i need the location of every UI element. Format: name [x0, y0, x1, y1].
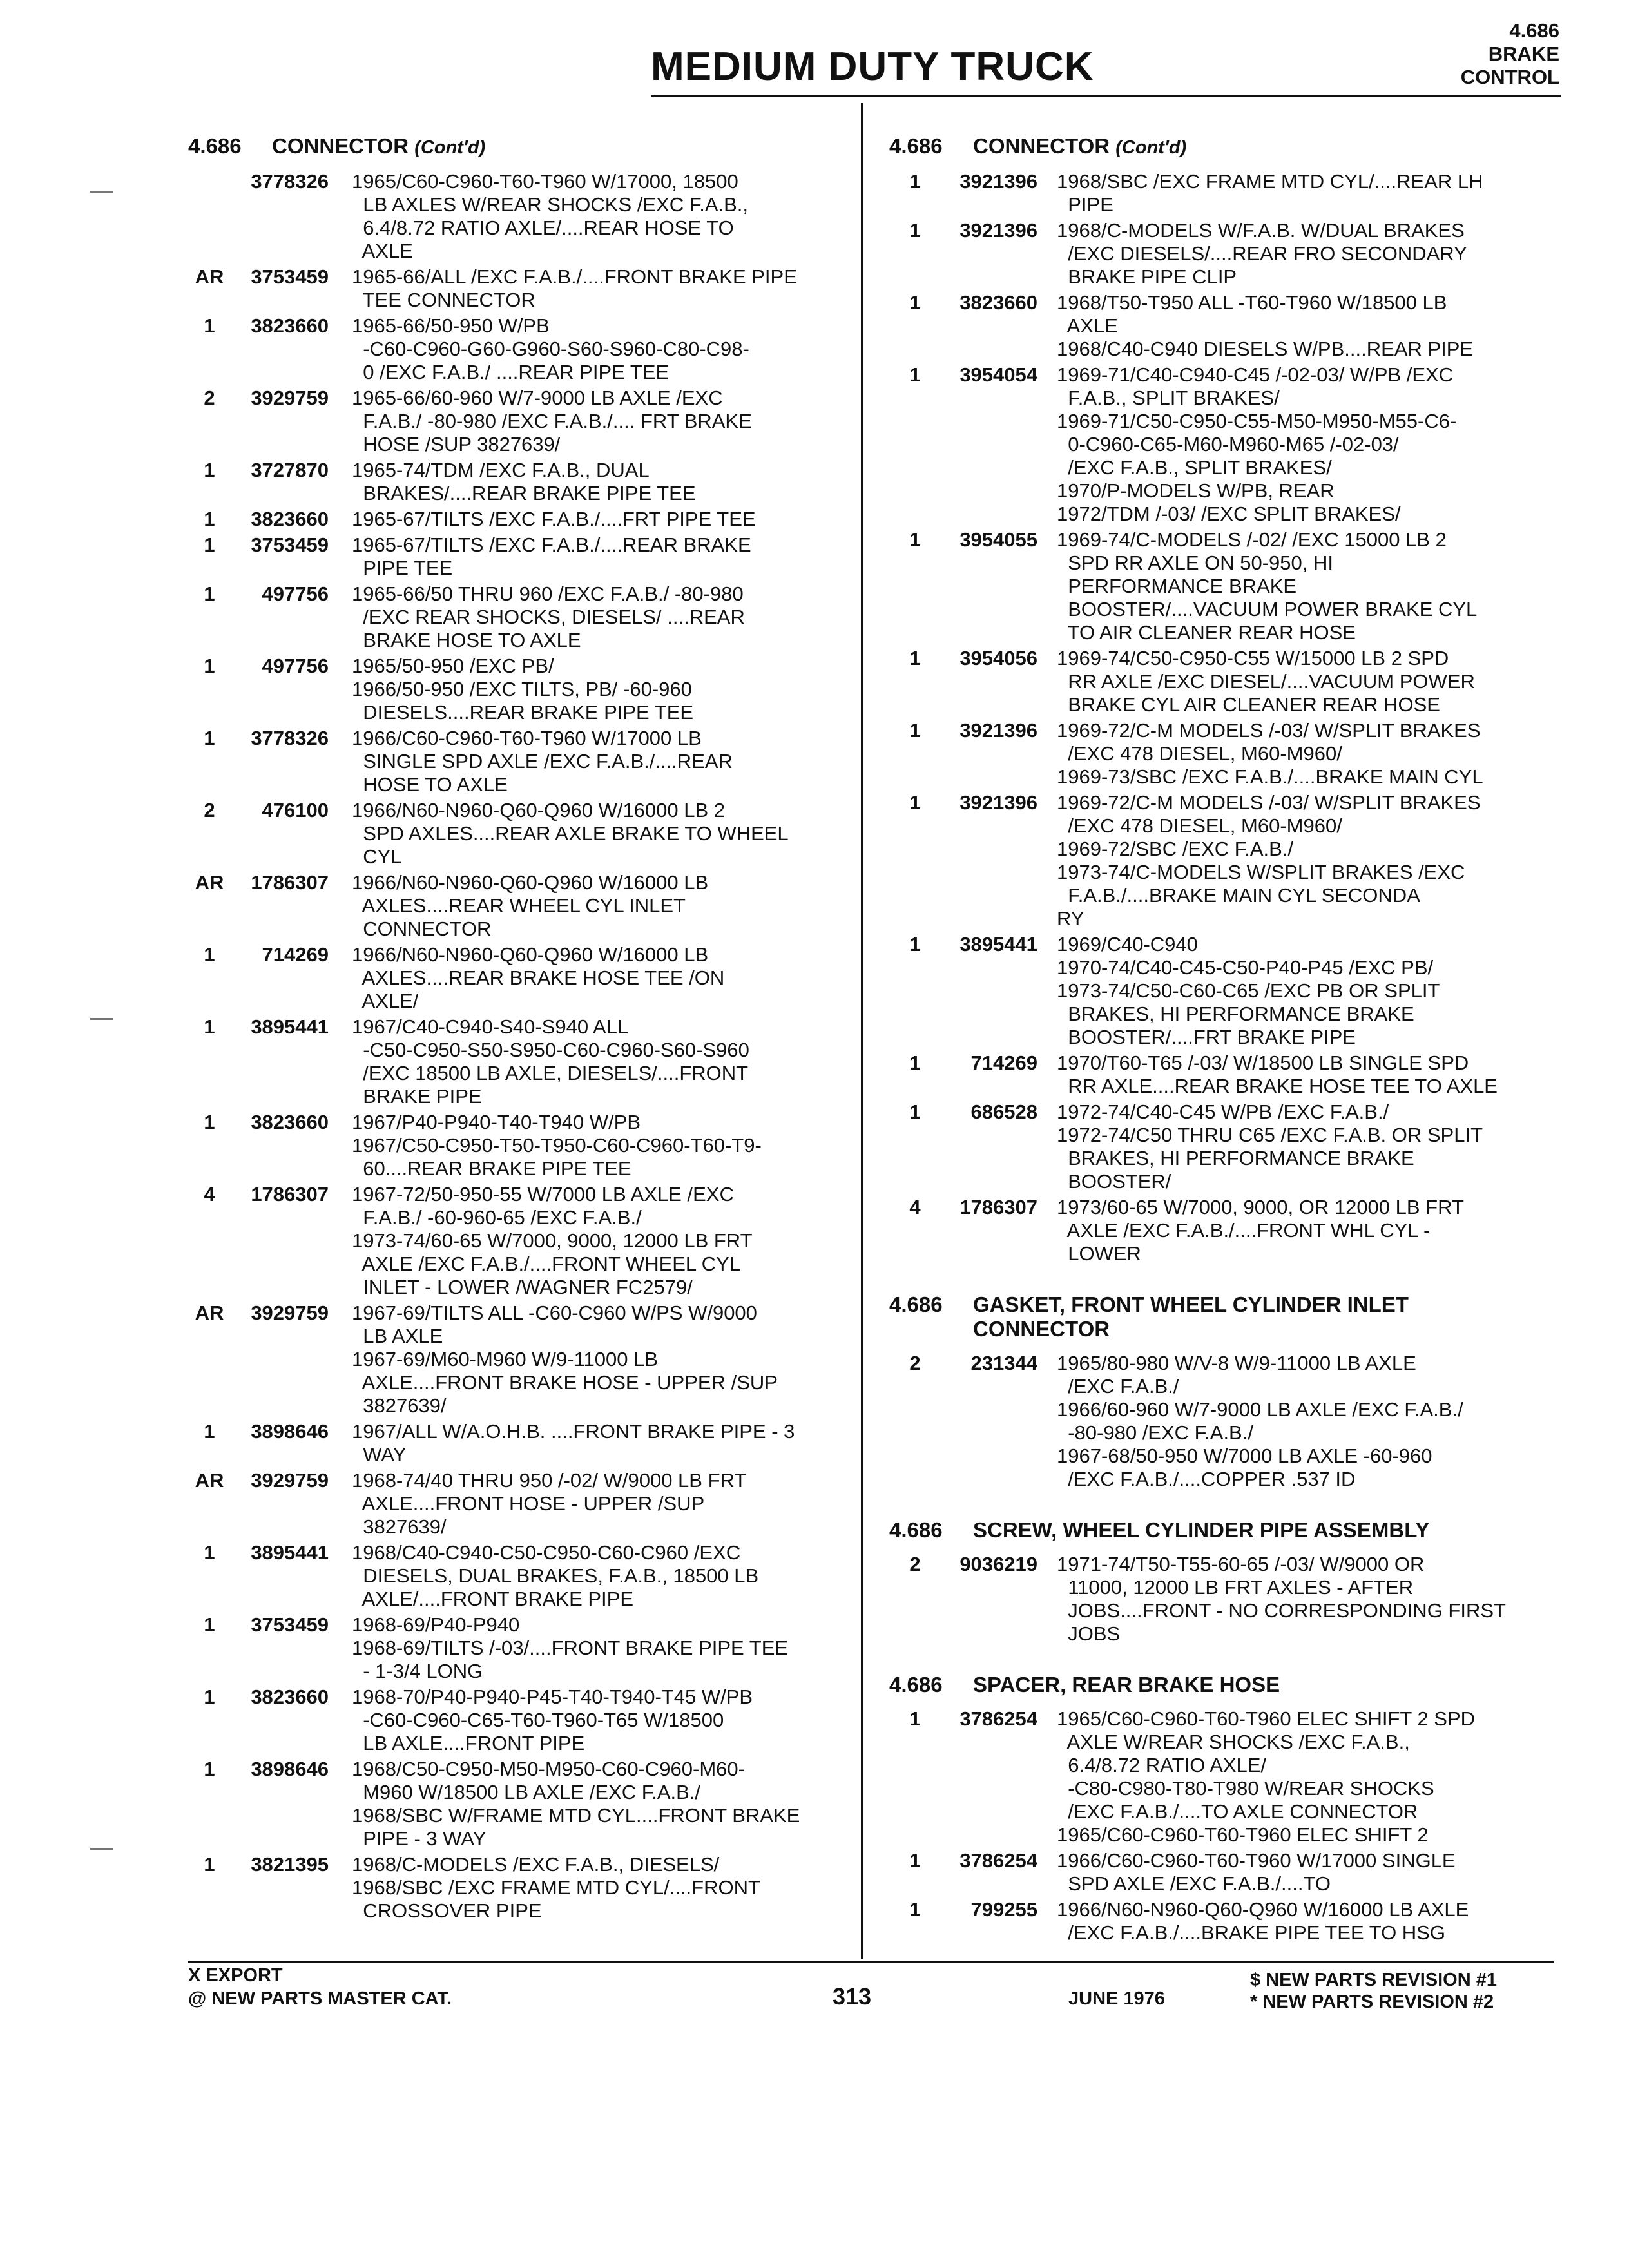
section-title-text: CONNECTOR: [973, 134, 1110, 158]
parts-entry: [188, 582, 852, 652]
section-heading: [889, 1293, 1572, 1341]
part-number: 3921396: [959, 719, 1037, 742]
margin-mark: [90, 1848, 113, 1850]
application-description: 1967/ALL W/A.O.H.B. ....FRONT BRAKE PIPE - 3 WAY: [352, 1420, 795, 1466]
part-number: 3753459: [251, 1613, 329, 1636]
application-description: 1965-66/50-950 W/PB -C60-C960-G60-G960-S60-S960-C80-C98- 0 /EXC F.A.B./ ....REAR PIPE TEE: [352, 314, 749, 383]
quantity: 1: [204, 459, 215, 481]
footer-legend-left: [188, 1964, 452, 2010]
quantity: 1: [909, 719, 921, 742]
application-description: 1968/C-MODELS W/F.A.B. W/DUAL BRAKES /EXC DIESELS/....REAR FRO SECONDARY BRAKE PIPE CLIP: [1057, 219, 1467, 288]
application-description: 1969-74/C-MODELS /-02/ /EXC 15000 LB 2 SPD RR AXLE ON 50-950, HI PERFORMANCE BRAKE BOOSTER/....VACUUM POWER BRAKE CYL TO AIR CLEANER REAR HOSE: [1057, 528, 1478, 644]
part-number: 3954055: [959, 528, 1037, 551]
part-number: 3929759: [251, 1469, 329, 1492]
parts-entry: [889, 219, 1572, 289]
part-number: 1786307: [251, 1183, 329, 1206]
quantity: 1: [204, 508, 215, 530]
section-heading: [889, 1673, 1572, 1697]
parts-entry: [188, 1183, 852, 1299]
quantity: 1: [204, 943, 215, 966]
quantity: [188, 170, 231, 263]
parts-entry: [889, 1352, 1572, 1491]
application-description: 1968-70/P40-P940-P45-T40-T940-T45 W/PB -C60-C960-C65-T60-T960-T65 W/18500 LB AXLE....FRONT PIPE: [352, 1686, 753, 1754]
quantity: 1: [204, 1111, 215, 1133]
part-number: 3823660: [251, 1111, 329, 1133]
page-title: MEDIUM DUTY TRUCK: [651, 44, 1094, 89]
quantity: 1: [909, 647, 921, 669]
application-description: 1965/80-980 W/V-8 W/9-11000 LB AXLE /EXC F.A.B./ 1966/60-960 W/7-9000 LB AXLE /EXC F.A.B./ -80-980 /EXC F.A.B./ 1967-68/50-950 W/7000 LB AXLE -60-960 /EXC F.A.B./....COPPER .537 ID: [1057, 1352, 1463, 1490]
application-description: 1968/C40-C940-C50-C950-C60-C960 /EXC DIESELS, DUAL BRAKES, F.A.B., 18500 LB AXLE/....FRONT BRAKE PIPE: [352, 1541, 759, 1610]
part-number: 1786307: [251, 871, 329, 894]
part-number: 3929759: [251, 1302, 329, 1324]
page-number: 313: [833, 1983, 872, 2010]
application-description: 1966/C60-C960-T60-T960 W/17000 LB SINGLE SPD AXLE /EXC F.A.B./....REAR HOSE TO AXLE: [352, 727, 733, 796]
section-title: [272, 134, 852, 160]
quantity: 1: [204, 1541, 215, 1564]
application-description: 1966/N60-N960-Q60-Q960 W/16000 LB AXLE /EXC F.A.B./....BRAKE PIPE TEE TO HSG: [1057, 1898, 1469, 1944]
quantity: 1: [909, 1707, 921, 1730]
left-entry-list: [188, 170, 852, 1923]
quantity: 1: [909, 1898, 921, 1921]
parts-entry: [188, 170, 852, 263]
part-number: 3753459: [251, 265, 329, 288]
application-description: 1966/N60-N960-Q60-Q960 W/16000 LB 2 SPD AXLES....REAR AXLE BRAKE TO WHEEL CYL: [352, 799, 789, 868]
parts-entry: [188, 1469, 852, 1539]
parts-entry: [188, 265, 852, 312]
application-description: 1968-69/P40-P940 1968-69/TILTS /-03/....FRONT BRAKE PIPE TEE - 1-3/4 LONG: [352, 1613, 789, 1682]
application-description: 1972-74/C40-C45 W/PB /EXC F.A.B./ 1972-74/C50 THRU C65 /EXC F.A.B. OR SPLIT BRAKES, HI PERFORMANCE BRAKE BOOSTER/: [1057, 1100, 1483, 1193]
part-number: 3954054: [959, 363, 1037, 386]
application-description: 1965-66/60-960 W/7-9000 LB AXLE /EXC F.A.B./ -80-980 /EXC F.A.B./.... FRT BRAKE HOSE /SUP 3827639/: [352, 387, 752, 456]
parts-entry: [188, 533, 852, 580]
application-description: 1969-71/C40-C940-C45 /-02-03/ W/PB /EXC F.A.B., SPLIT BRAKES/ 1969-71/C50-C950-C55-M50-M950-M55-C6- 0-C960-C65-M60-M960-M65 /-02-03/ /EXC F.A.B., SPLIT BRAKES/ 1970/P-MODELS W/PB, REAR 1972/TDM /-03/ /EXC SPLIT BRAKES/: [1057, 363, 1457, 525]
part-number: 3823660: [251, 508, 329, 530]
quantity: AR: [195, 265, 224, 288]
quantity: 2: [204, 387, 215, 409]
quantity: 1: [204, 533, 215, 556]
application-description: 1969/C40-C940 1970-74/C40-C45-C50-P40-P45 /EXC PB/ 1973-74/C50-C60-C65 /EXC PB OR SPLIT BRAKES, HI PERFORMANCE BRAKE BOOSTER/....FRT BRAKE PIPE: [1057, 933, 1440, 1048]
quantity: 4: [204, 1183, 215, 1206]
section-corner-label: [1461, 19, 1559, 89]
quantity: 1: [909, 933, 921, 956]
quantity: AR: [195, 1302, 224, 1324]
application-description: 1968/T50-T950 ALL -T60-T960 W/18500 LB AXLE 1968/C40-C940 DIESELS W/PB....REAR PIPE: [1057, 291, 1474, 360]
continued-label: (Cont'd): [414, 137, 486, 158]
quantity: AR: [195, 1469, 224, 1492]
parts-entry: [188, 508, 852, 531]
section-title: [973, 134, 1572, 160]
column-divider: [861, 103, 863, 1959]
parts-entry: [889, 291, 1572, 361]
section-number: 4.686: [889, 1518, 943, 1542]
part-number: 3786254: [959, 1707, 1037, 1730]
part-number: 3898646: [251, 1758, 329, 1780]
quantity: 4: [909, 1196, 921, 1218]
part-number: 3921396: [959, 791, 1037, 814]
parts-entry: [889, 933, 1572, 1049]
quantity: 1: [909, 291, 921, 314]
section-title: SPACER, REAR BRAKE HOSE: [973, 1673, 1280, 1696]
application-description: 1965/50-950 /EXC PB/ 1966/50-950 /EXC TILTS, PB/ -60-960 DIESELS....REAR BRAKE PIPE TEE: [352, 655, 694, 724]
part-number: 3921396: [959, 219, 1037, 242]
application-description: 1970/T60-T65 /-03/ W/18500 LB SINGLE SPD RR AXLE....REAR BRAKE HOSE TEE TO AXLE: [1057, 1052, 1498, 1097]
parts-entry: [889, 1052, 1572, 1098]
application-description: 1965-67/TILTS /EXC F.A.B./....REAR BRAKE PIPE TEE: [352, 533, 751, 579]
application-description: 1968/C50-C950-M50-M950-C60-C960-M60- M960 W/18500 LB AXLE /EXC F.A.B./ 1968/SBC W/FRAME MTD CYL....FRONT BRAKE PIPE - 3 WAY: [352, 1758, 800, 1850]
parts-entry: [889, 1898, 1572, 1945]
parts-entry: [188, 871, 852, 941]
parts-entry: [188, 799, 852, 869]
quantity: 2: [909, 1352, 921, 1374]
application-description: 1967-72/50-950-55 W/7000 LB AXLE /EXC F.A.B./ -60-960-65 /EXC F.A.B./ 1973-74/60-65 W/7000, 9000, 12000 LB FRT AXLE /EXC F.A.B./....FRONT WHEEL CYL INLET - LOWER /WAGNER FC2579/: [352, 1183, 753, 1298]
quantity: 2: [204, 799, 215, 822]
application-description: 1968/SBC /EXC FRAME MTD CYL/....REAR LH PIPE: [1057, 170, 1483, 216]
parts-entry: [188, 1302, 852, 1418]
quantity: 2: [909, 1553, 921, 1575]
part-number: 9036219: [959, 1553, 1037, 1575]
application-description: 1965-66/50 THRU 960 /EXC F.A.B./ -80-980 /EXC REAR SHOCKS, DIESELS/ ....REAR BRAKE HOSE TO AXLE: [352, 582, 745, 651]
section-title-text: CONNECTOR: [272, 134, 409, 158]
application-description: 1967/C40-C940-S40-S940 ALL -C50-C950-S50-S950-C60-C960-S60-S960 /EXC 18500 LB AXLE, DIESELS/....FRONT BRAKE PIPE: [352, 1015, 749, 1108]
publication-date: JUNE 1976: [1068, 1988, 1165, 2009]
quantity: 1: [909, 791, 921, 814]
margin-mark: [90, 1018, 113, 1020]
master-catalog-legend: @ NEW PARTS MASTER CAT.: [188, 1988, 452, 2009]
quantity: 1: [909, 363, 921, 386]
part-number: 497756: [262, 655, 329, 677]
parts-entry: [188, 387, 852, 456]
continued-label: (Cont'd): [1115, 137, 1187, 158]
section-title: GASKET, FRONT WHEEL CYLINDER INLET CONNECTOR: [973, 1293, 1409, 1341]
parts-entry: [889, 1707, 1572, 1847]
quantity: 1: [909, 170, 921, 193]
part-number: 3954056: [959, 647, 1037, 669]
section-heading: [889, 1518, 1572, 1542]
part-number: 3823660: [959, 291, 1037, 314]
quantity: 1: [909, 1100, 921, 1123]
section-entry-list: [889, 1707, 1572, 1945]
part-number: 497756: [262, 582, 329, 605]
footer-legend-right: [1250, 1969, 1497, 2013]
application-description: 1965-67/TILTS /EXC F.A.B./....FRT PIPE TEE: [352, 508, 756, 530]
quantity: 1: [909, 1052, 921, 1074]
section-title: SCREW, WHEEL CYLINDER PIPE ASSEMBLY: [973, 1518, 1430, 1542]
parts-entry: [889, 170, 1572, 216]
part-number: 3823660: [251, 314, 329, 337]
part-number: 3778326: [251, 170, 329, 193]
part-number: 3821395: [251, 1853, 329, 1876]
quantity: 1: [204, 314, 215, 337]
parts-entry: [188, 1686, 852, 1755]
part-number: 3895441: [251, 1015, 329, 1038]
section-entry-list: [889, 1553, 1572, 1646]
quantity: 1: [204, 582, 215, 605]
right-extra-sections: [889, 1293, 1572, 1945]
parts-entry: [889, 528, 1572, 644]
parts-entry: [889, 719, 1572, 789]
parts-entry: [188, 1111, 852, 1180]
parts-entry: [188, 1541, 852, 1611]
part-number: 714269: [970, 1052, 1037, 1074]
quantity: 1: [204, 1686, 215, 1708]
part-number: 3786254: [959, 1849, 1037, 1872]
footer-rule: [188, 1961, 1554, 1963]
parts-entry: [188, 1613, 852, 1683]
quantity: 1: [204, 1613, 215, 1636]
revision-2-legend: * NEW PARTS REVISION #2: [1250, 1992, 1494, 2012]
part-number: 3823660: [251, 1686, 329, 1708]
application-description: 1973/60-65 W/7000, 9000, OR 12000 LB FRT AXLE /EXC F.A.B./....FRONT WHL CYL - LOWER: [1057, 1196, 1464, 1265]
quantity: 1: [909, 528, 921, 551]
quantity: AR: [195, 871, 224, 894]
quantity: 1: [204, 655, 215, 677]
parts-entry: [188, 459, 852, 505]
parts-entry: [188, 655, 852, 724]
quantity: 1: [204, 1015, 215, 1038]
section-entry-list: [889, 1352, 1572, 1491]
application-description: 1966/C60-C960-T60-T960 W/17000 SINGLE SPD AXLE /EXC F.A.B./....TO: [1057, 1849, 1456, 1895]
application-description: 1966/N60-N960-Q60-Q960 W/16000 LB AXLES....REAR BRAKE HOSE TEE /ON AXLE/: [352, 943, 725, 1012]
parts-entry: [188, 1758, 852, 1850]
part-number: 3727870: [251, 459, 329, 481]
part-number: 231344: [970, 1352, 1037, 1374]
margin-mark: [90, 191, 113, 193]
quantity: 1: [204, 727, 215, 749]
section-number: 4.686: [889, 1293, 943, 1316]
parts-entry: [889, 647, 1572, 716]
application-description: 1968/C-MODELS /EXC F.A.B., DIESELS/ 1968/SBC /EXC FRAME MTD CYL/....FRONT CROSSOVER PIPE: [352, 1853, 760, 1922]
part-number: 3921396: [959, 170, 1037, 193]
parts-entry: [188, 314, 852, 384]
header-rule: [651, 95, 1561, 97]
part-number: 3753459: [251, 533, 329, 556]
parts-entry: [889, 363, 1572, 526]
quantity: 1: [204, 1420, 215, 1443]
application-description: 1969-74/C50-C950-C55 W/15000 LB 2 SPD RR AXLE /EXC DIESEL/....VACUUM POWER BRAKE CYL AIR CLEANER REAR HOSE: [1057, 647, 1475, 716]
parts-entry: [188, 943, 852, 1013]
section-number: 4.686: [188, 134, 242, 158]
application-description: 1966/N60-N960-Q60-Q960 W/16000 LB AXLES....REAR WHEEL CYL INLET CONNECTOR: [352, 871, 709, 940]
revision-1-legend: $ NEW PARTS REVISION #1: [1250, 1970, 1497, 1990]
application-description: 1969-72/C-M MODELS /-03/ W/SPLIT BRAKES /EXC 478 DIESEL, M60-M960/ 1969-72/SBC /EXC F.A.B./ 1973-74/C-MODELS W/SPLIT BRAKES /EXC F.A.B./....BRAKE MAIN CYL SECONDA RY: [1057, 791, 1481, 930]
application-description: 1965/C60-C960-T60-T960 ELEC SHIFT 2 SPD AXLE W/REAR SHOCKS /EXC F.A.B., 6.4/8.72 RATIO AXLE/ -C80-C980-T80-T980 W/REAR SHOCKS /EXC F.A.B./....TO AXLE CONNECTOR 1965/C60-C960-T60-T960 ELEC SHIFT 2: [1057, 1707, 1476, 1846]
left-column: [188, 134, 852, 1925]
section-number: 4.686: [889, 1673, 943, 1696]
parts-entry: [889, 1849, 1572, 1896]
part-number: 3898646: [251, 1420, 329, 1443]
application-description: 1967/P40-P940-T40-T940 W/PB 1967/C50-C950-T50-T950-C60-C960-T60-T9- 60....REAR BRAKE PIPE TEE: [352, 1111, 762, 1180]
quantity: 1: [909, 1849, 921, 1872]
parts-entry: [188, 1853, 852, 1923]
part-number: 714269: [262, 943, 329, 966]
part-number: 686528: [970, 1100, 1037, 1123]
quantity: 1: [204, 1758, 215, 1780]
application-description: 1969-72/C-M MODELS /-03/ W/SPLIT BRAKES /EXC 478 DIESEL, M60-M960/ 1969-73/SBC /EXC F.A.B./....BRAKE MAIN CYL: [1057, 719, 1483, 788]
part-number: 799255: [970, 1898, 1037, 1921]
application-description: 1965-74/TDM /EXC F.A.B., DUAL BRAKES/....REAR BRAKE PIPE TEE: [352, 459, 696, 505]
part-number: 1786307: [959, 1196, 1037, 1218]
quantity: 1: [909, 219, 921, 242]
right-column: [889, 134, 1572, 1947]
part-number: 3895441: [251, 1541, 329, 1564]
corner-section-number: 4.686: [1509, 19, 1559, 42]
application-description: 1971-74/T50-T55-60-65 /-03/ W/9000 OR 11000, 12000 LB FRT AXLES - AFTER JOBS....FRONT - NO CORRESPONDING FIRST JOBS: [1057, 1553, 1506, 1645]
section-heading: [889, 134, 1572, 160]
quantity: 1: [204, 1853, 215, 1876]
part-number: 476100: [262, 799, 329, 822]
section-heading: [188, 134, 852, 160]
application-description: 1965-66/ALL /EXC F.A.B./....FRONT BRAKE PIPE TEE CONNECTOR: [352, 265, 797, 311]
parts-entry: [889, 1196, 1572, 1265]
part-number: 3778326: [251, 727, 329, 749]
part-number: 3929759: [251, 387, 329, 409]
parts-entry: [889, 791, 1572, 930]
export-legend: X EXPORT: [188, 1965, 283, 1986]
corner-category: BRAKE: [1488, 43, 1559, 65]
application-description: 1968-74/40 THRU 950 /-02/ W/9000 LB FRT AXLE....FRONT HOSE - UPPER /SUP 3827639/: [352, 1469, 747, 1538]
parts-entry: [889, 1100, 1572, 1193]
section-number: 4.686: [889, 134, 943, 158]
application-description: 1965/C60-C960-T60-T960 W/17000, 18500 LB AXLES W/REAR SHOCKS /EXC F.A.B., 6.4/8.72 RATIO AXLE/....REAR HOSE TO AXLE: [352, 170, 749, 262]
parts-entry: [889, 1553, 1572, 1646]
corner-subcategory: CONTROL: [1460, 66, 1559, 88]
parts-entry: [188, 1015, 852, 1108]
right-entry-list: [889, 170, 1572, 1265]
part-number: 3895441: [959, 933, 1037, 956]
application-description: 1967-69/TILTS ALL -C60-C960 W/PS W/9000 LB AXLE 1967-69/M60-M960 W/9-11000 LB AXLE....FRONT BRAKE HOSE - UPPER /SUP 3827639/: [352, 1302, 778, 1417]
parts-entry: [188, 727, 852, 796]
parts-entry: [188, 1420, 852, 1466]
